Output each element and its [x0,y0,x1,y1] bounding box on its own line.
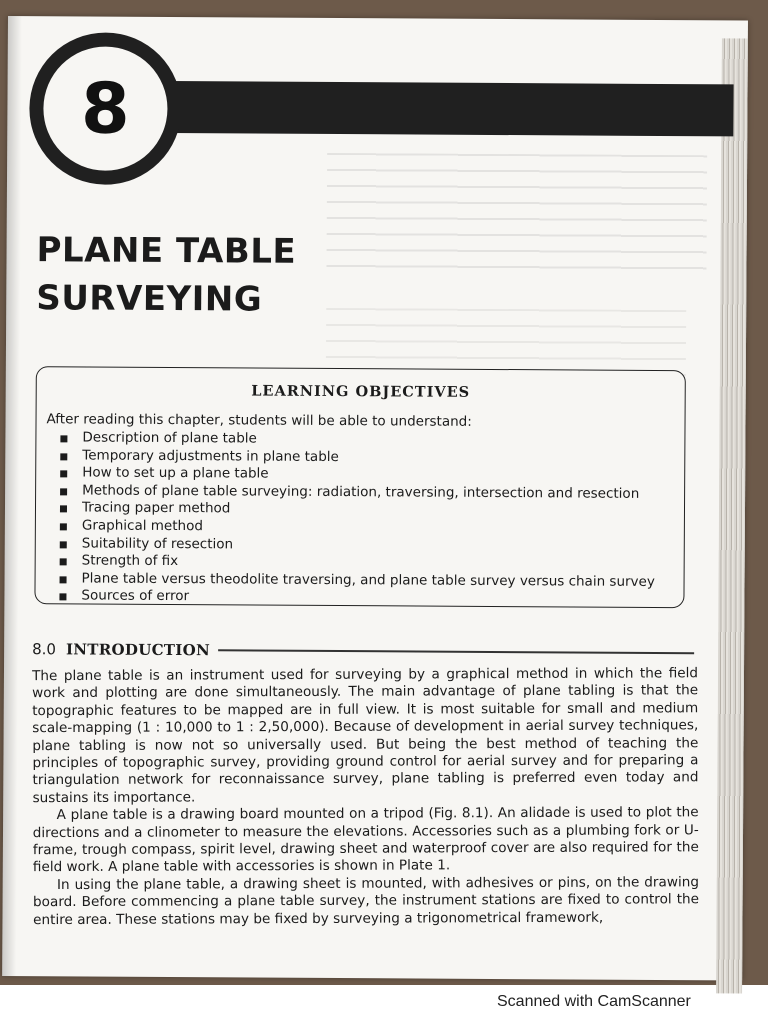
objective-item: Temporary adjustments in plane table [60,447,655,468]
objectives-heading: LEARNING OBJECTIVES [251,382,471,401]
objectives-intro: After reading this chapter, students will be able to understand: [46,411,472,430]
section-heading [32,638,694,664]
objective-item: Graphical method [60,517,655,538]
body-text [32,665,699,929]
book-page [2,16,748,981]
objective-item: Description of plane table [60,429,655,450]
paragraph: A plane table is a drawing board mounted on a tripod (Fig. 8.1). An alidade is used to plot the directions and a clinometer to measure the elevations. Accessories such as a plumbing fork or U-frame, trough compass, spirit level, drawing sheet and waterproof cover are also required for the field work. A plane table with accessories is shown in Plate 1. [32,804,699,876]
objective-item: Plane table versus theodolite traversing, and plane table survey versus chain survey [60,570,655,591]
objective-item: Suitability of resection [60,535,655,556]
chapter-title [36,226,296,324]
scanner-watermark: Scanned with CamScanner [497,993,691,1010]
chapter-number: 8 [80,67,131,150]
section-number: 8.0 [32,640,57,659]
objectives-list [59,429,655,609]
objective-item: Tracing paper method [60,500,655,521]
section-title: INTRODUCTION [65,640,211,660]
objective-item: Strength of fix [60,552,655,573]
chapter-title-line-1: PLANE TABLE [36,230,297,272]
objective-item: Methods of plane table surveying: radiation, traversing, intersection and resection [60,482,655,503]
bleed-through-text [326,153,707,275]
objective-item: Sources of error [59,588,654,609]
objective-item: How to set up a plane table [60,465,655,486]
learning-objectives-box [34,366,685,608]
paragraph: In using the plane table, a drawing sheet is mounted, with adhesives or pins, on the drawing board. Before commencing a plane table survey, the instrument stations are fixed to control the entire area. These stations may be fixed by surveying a trigonometrical framework, [33,874,700,928]
section-rule [218,650,694,654]
chapter-badge-inner [43,46,168,171]
chapter-title-line-2: SURVEYING [36,278,263,320]
paragraph: The plane table is an instrument used for surveying by a graphical method in which the field work and plotting are done simultaneously. The main advantage of plane tabling is that the topographic features to be mapped are in full view. It is most suitable for small and medium scale-mapping (1 : 10,000 to 1 : 2,50,000). Because of development in aerial survey techniques, plane tabling is now not so universally used. But being the best method of teaching the principles of topographic survey, providing ground control for aerial survey and for preparing a triangulation network for reconnaissance survey, plane tabling is preferred even today and sustains its importance. [32,665,699,807]
